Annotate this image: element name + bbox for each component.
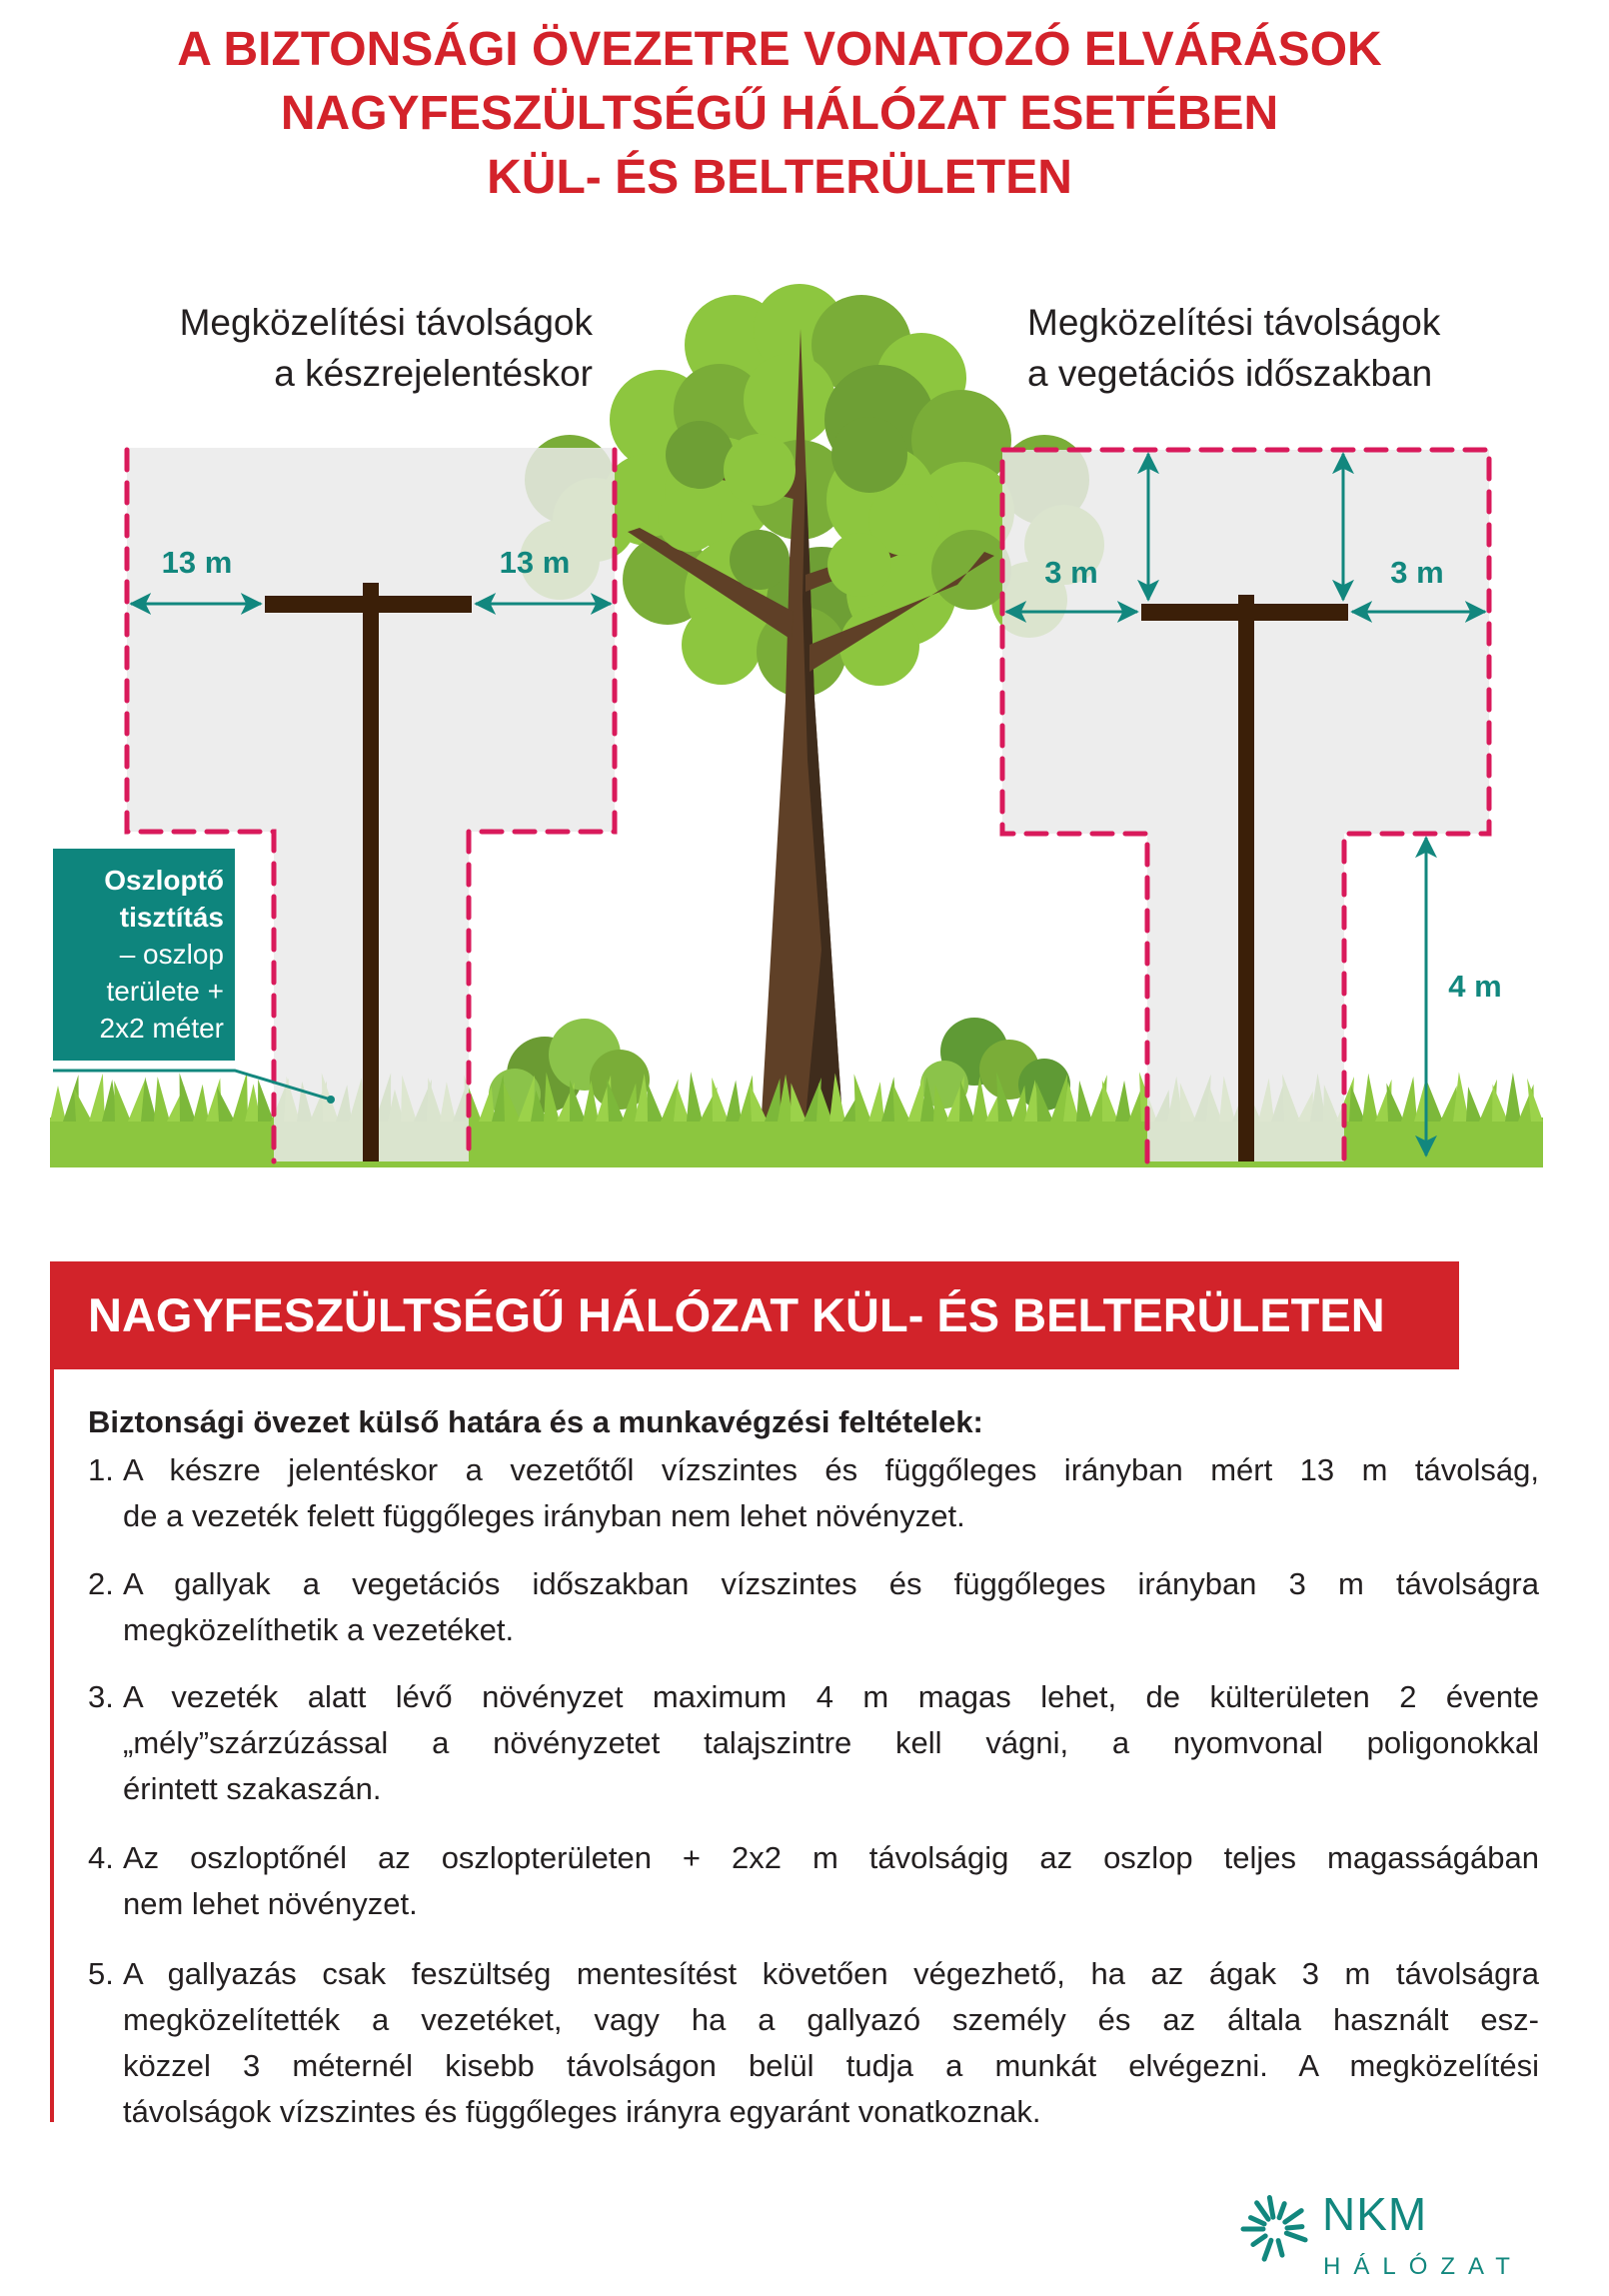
- list-item-line: A gallyazás csak feszültség mentesítést követően végezhető, ha az ágak 3 m távolságra: [123, 1956, 1539, 1991]
- right-height-limit-label: 4 m: [1448, 969, 1502, 1004]
- right-pole-shaft: [1238, 595, 1254, 1161]
- grass-blade: [1386, 1083, 1404, 1122]
- logo-ray: [1286, 2233, 1305, 2240]
- left-pole-crossarm: [265, 596, 472, 613]
- canopy-leaf-cluster: [831, 417, 907, 493]
- grass-blade: [232, 1072, 248, 1122]
- grass-blade: [1426, 1078, 1443, 1122]
- left-caption-line-2: a készrejelentéskor: [274, 353, 593, 394]
- list-item-number: 5.: [88, 1956, 114, 1991]
- list-item-number: 1.: [88, 1452, 114, 1487]
- grass-blade: [1466, 1087, 1482, 1122]
- grass-blade: [868, 1082, 884, 1122]
- logo-ray: [1251, 2218, 1265, 2224]
- grass-blade: [193, 1085, 209, 1122]
- right-distance-left-label: 3 m: [1044, 555, 1098, 590]
- grass-blade: [726, 1081, 742, 1122]
- list-item-line: megközelíthetik a vezetéket.: [123, 1612, 515, 1647]
- canopy-leaf-cluster: [827, 533, 891, 597]
- logo-ray: [1278, 2241, 1282, 2256]
- grass-blade: [854, 1074, 871, 1122]
- nkm-logo: [1237, 2187, 1567, 2287]
- grass-blade: [1401, 1077, 1417, 1122]
- callout-line-4: területe +: [106, 976, 224, 1007]
- logo-ray: [1257, 2203, 1269, 2219]
- list-item-line: Az oszloptőnél az oszlopterületen + 2x2 m távolságig az oszlop teljes magasságában: [123, 1840, 1539, 1875]
- canopy-leaf-cluster: [682, 605, 762, 685]
- canopy-leaf-cluster: [658, 488, 722, 552]
- right-caption-line-2: a vegetációs időszakban: [1027, 353, 1433, 394]
- callout-line-5: 2x2 méter: [99, 1013, 224, 1044]
- section-banner: NAGYFESZÜLTSÉGŰ HÁLÓZAT KÜL- ÉS BELTERÜLETEN: [50, 1261, 1459, 1369]
- left-caption-line-1: Megközelítési távolságok: [179, 302, 593, 343]
- grass-blade: [1362, 1074, 1378, 1122]
- callout-leader-dot: [327, 1096, 335, 1104]
- list-item-line: érintett szakaszán.: [123, 1771, 382, 1806]
- list-item-line: „mély”szárzúzással a növényzetet talajszintre kell vágni, a nyomvonal poligonokkal: [123, 1725, 1539, 1760]
- right-caption-line-1: Megközelítési távolságok: [1027, 302, 1441, 343]
- grass-blade: [50, 1086, 66, 1122]
- list-item-line: de a vezeték felett függőleges irányban nem lehet növényzet.: [123, 1498, 965, 1533]
- left-distance-left-label: 13 m: [161, 545, 233, 580]
- grass-blade: [1349, 1086, 1365, 1122]
- bush-right: [920, 1018, 1070, 1111]
- grass-blade: [1505, 1073, 1521, 1122]
- list-item: [88, 1951, 1539, 2135]
- callout-line-2: tisztítás: [119, 902, 224, 933]
- list-item-number: 4.: [88, 1840, 114, 1875]
- grass-blade: [89, 1074, 105, 1122]
- left-pole-shaft: [363, 583, 379, 1161]
- section-accent-line: [50, 1369, 54, 2122]
- grass-blade: [892, 1084, 910, 1122]
- conditions-heading: Biztonsági övezet külső határa és a munkavégzési feltételek:: [88, 1404, 983, 1439]
- canopy-leaf-cluster: [744, 354, 835, 446]
- logo-ray: [1285, 2211, 1301, 2223]
- list-item: [88, 1447, 1539, 1539]
- grass-blade: [687, 1072, 703, 1122]
- canopy-leaf-cluster: [666, 421, 734, 489]
- grass-blade: [74, 1089, 92, 1122]
- grass-blade: [114, 1081, 131, 1122]
- canopy-leaf-cluster: [724, 434, 796, 506]
- callout-line-1: Oszloptő: [104, 865, 224, 896]
- list-item-line: távolságok vízszintes és függőleges irányra egyaránt vonatkoznak.: [123, 2094, 1041, 2129]
- grass-blade: [712, 1078, 729, 1122]
- right-pole-crossarm: [1141, 604, 1348, 621]
- list-item-line: A vezeték alatt lévő növényzet maximum 4 m magas lehet, de külterületen 2 évente: [123, 1679, 1539, 1714]
- list-item-line: megközelítették a vezetéket, vagy ha a gallyazó személy és az általa használt esz-: [123, 2002, 1539, 2037]
- list-item-line: nem lehet növényzet.: [123, 1886, 418, 1921]
- callout-line-3: – oszlop: [119, 939, 224, 970]
- grass-blade: [154, 1077, 170, 1122]
- list-item: [88, 1674, 1539, 1812]
- grass-blade: [648, 1083, 664, 1122]
- list-item-line: A gallyak a vegetációs időszakban vízszintes és függőleges irányban 3 m távolságra: [123, 1566, 1539, 1601]
- left-distance-right-label: 13 m: [499, 545, 571, 580]
- grass-blade: [1115, 1081, 1131, 1122]
- list-item-line: közzel 3 méternél kisebb távolságon belül tudja a munkát elvégezni. A megközelítési: [123, 2048, 1539, 2083]
- list-item-line: A készre jelentéskor a vezetőtől vízszintes és függőleges irányban mért 13 m távolság,: [123, 1452, 1539, 1487]
- logo-ray: [1269, 2198, 1273, 2218]
- title-line-1: A BIZTONSÁGI ÖVEZETRE VONATOZÓ ELVÁRÁSOK: [177, 23, 1382, 76]
- logo-brand: NKM: [1322, 2188, 1428, 2240]
- title-line-3: KÜL- ÉS BELTERÜLETEN: [487, 151, 1072, 204]
- list-item: [88, 1561, 1539, 1653]
- list-item-number: 2.: [88, 1566, 114, 1601]
- canopy-leaf-cluster: [730, 530, 790, 590]
- logo-subtitle: HÁLÓZAT: [1323, 2253, 1523, 2280]
- logo-ray: [1279, 2204, 1284, 2218]
- logo-ray: [1287, 2227, 1302, 2228]
- right-distance-right-label: 3 m: [1390, 555, 1444, 590]
- nkm-star-icon: [1237, 2189, 1317, 2269]
- grass-blade: [1492, 1085, 1508, 1122]
- logo-ray: [1264, 2240, 1271, 2259]
- logo-ray: [1253, 2236, 1265, 2245]
- grass-blade: [1076, 1081, 1092, 1122]
- title-line-2: NAGYFESZÜLTSÉGŰ HÁLÓZAT ESETÉBEN: [280, 87, 1279, 140]
- list-item: [88, 1835, 1539, 1927]
- list-item-number: 3.: [88, 1679, 114, 1714]
- grass-blade: [180, 1073, 196, 1122]
